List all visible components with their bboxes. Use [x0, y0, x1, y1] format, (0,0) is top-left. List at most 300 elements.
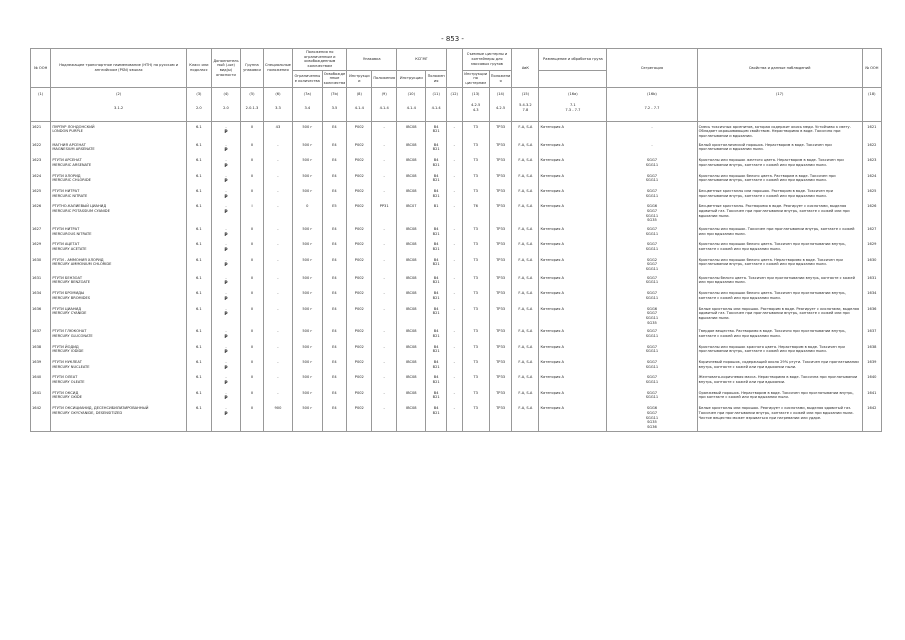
marine-pollutant-mark: P [224, 179, 228, 185]
column-reference-line: 5.4.3.2 [519, 103, 532, 108]
column-12-cell: - [446, 121, 462, 140]
marine-pollutant-mark: P [224, 334, 228, 340]
un-number-right: 1622 [862, 140, 881, 155]
tank-provision-cell: TP33 [489, 201, 512, 224]
packing-group-cell: II [241, 342, 264, 357]
excepted-quantity-cell: E4 [322, 342, 347, 357]
ibc-provision-line: B21 [432, 333, 440, 338]
tank-provision-cell: TP33 [489, 140, 512, 155]
ibc-provision-line: B21 [432, 295, 440, 300]
column-12-cell: - [446, 288, 462, 303]
name-russian: РТУТИ ЙОДИД [52, 344, 79, 349]
column-reference [697, 100, 862, 121]
ibc-instruction-cell: IBC08 [397, 288, 426, 303]
column-reference [293, 100, 322, 121]
packing-group-cell: II [241, 288, 264, 303]
segregation-code: SGG7 [646, 390, 658, 395]
limited-quantity-cell: 500 г [293, 121, 322, 140]
ibc-instruction-cell: IBC08 [397, 342, 426, 357]
header-excepted-qty: Освобожденные количества [322, 70, 347, 87]
subsidiary-hazard-value: - [225, 142, 227, 147]
ems-cell: F-A, S-A [512, 273, 539, 288]
column-number: (16b) [607, 87, 697, 100]
ems-cell: F-A, S-A [512, 304, 539, 327]
proper-shipping-name [51, 372, 187, 387]
ibc-provision-line: B4 [433, 275, 439, 280]
subsidiary-hazard-value: - [225, 360, 227, 365]
marine-pollutant-mark: P [224, 296, 228, 302]
segregation-code: SGG7 [646, 242, 658, 247]
tank-provision-cell: TP33 [489, 255, 512, 273]
tank-instruction-cell: T3 [462, 304, 489, 327]
column-reference [211, 100, 240, 121]
tank-instruction-cell: T3 [462, 342, 489, 357]
column-reference-line: 2.0.1.3 [245, 105, 259, 110]
name-russian: ПУРПУР ЛОНДОНСКИЙ [52, 124, 95, 129]
header-limited-qty: Ограниченные количества [293, 70, 322, 87]
column-12-cell: - [446, 155, 462, 170]
un-number: 1627 [31, 224, 51, 239]
packing-provision-cell: - [372, 388, 397, 403]
column-reference [186, 100, 211, 121]
special-provisions-cell: - [263, 155, 292, 170]
ems-cell: F-A, S-A [512, 171, 539, 186]
segregation-code: SGG11 [645, 380, 659, 385]
table-row [31, 342, 882, 357]
segregation-code: SGG7 [646, 375, 658, 380]
limited-quantity-cell: 500 г [293, 342, 322, 357]
special-provisions-cell: - [263, 224, 292, 239]
ibc-provision-line: B21 [432, 410, 440, 415]
table-row [31, 388, 882, 403]
column-number: (12) [446, 87, 462, 100]
header-packing-instructions: Инструкции [347, 70, 372, 87]
packing-provision-cell: - [372, 239, 397, 254]
properties-cell: Белый кристаллический порошок. Нерастворим в воде. Токсичен при проглатывании и вдыхании пыли. [697, 140, 862, 155]
tank-provision-cell: TP33 [489, 304, 512, 327]
ibc-provision-line: B4 [433, 226, 439, 231]
un-number: 1638 [31, 342, 51, 357]
column-number: (1) [31, 87, 51, 100]
un-number-right: 1638 [862, 342, 881, 357]
class-cell: 6.1 [186, 224, 211, 239]
column-12-cell: - [446, 342, 462, 357]
packing-instruction-cell: P002 [347, 326, 372, 341]
packing-group-cell: II [241, 239, 264, 254]
column-12-cell: - [446, 186, 462, 201]
packing-group-cell: I [241, 201, 264, 224]
un-number: 1621 [31, 121, 51, 140]
class-cell: 6.1 [186, 388, 211, 403]
ibc-provision-cell [426, 304, 446, 327]
column-reference-line: 3.5 [331, 105, 338, 110]
ibc-instruction-cell: IBC08 [397, 255, 426, 273]
segregation-cell [607, 255, 697, 273]
column-number: (17) [697, 87, 862, 100]
ibc-provision-line: B21 [432, 380, 440, 385]
column-references-row [31, 100, 882, 121]
column-reference-line: 7.2 - 7.7 [644, 105, 660, 110]
ibc-provision-line: B21 [432, 178, 440, 183]
marine-pollutant-mark: P [224, 194, 228, 200]
header-ems: АвК [512, 49, 539, 88]
un-number-right: 1631 [862, 273, 881, 288]
excepted-quantity-cell: E4 [322, 186, 347, 201]
column-reference-line: 3.1.2 [114, 105, 124, 110]
column-number: (13) [462, 87, 489, 100]
segregation-code: SG36 [647, 424, 657, 429]
column-reference [512, 100, 539, 121]
name-english: LONDON PURPLE [52, 129, 83, 134]
marine-pollutant-mark: P [224, 411, 228, 417]
packing-group-cell: II [241, 140, 264, 155]
subsidiary-hazard-cell [211, 403, 240, 431]
un-number-right: 1636 [862, 304, 881, 327]
column-12-cell: - [446, 326, 462, 341]
name-english: MERCURY AMMONIUM CHLORIDE [52, 262, 112, 267]
special-provisions-cell: - [263, 288, 292, 303]
column-reference [347, 100, 372, 121]
ibc-instruction-cell: IBC08 [397, 239, 426, 254]
ibc-provision-line: B21 [432, 311, 440, 316]
properties-cell: Кристаллы белого цвета. Токсичен при проглатывании внутрь, контакте с кожей или при вдыхании пыли. [697, 273, 862, 288]
ibc-instruction-cell: IBC08 [397, 186, 426, 201]
un-number-right: 1641 [862, 388, 881, 403]
stowage-cell: Категория A [539, 201, 607, 224]
table-body [31, 121, 882, 431]
tank-provision-cell: TP33 [489, 388, 512, 403]
header-subsidiary-hazard: Дополнительный (-ые) вид(ы) опасности [211, 49, 240, 88]
ibc-provision-line: B4 [433, 291, 439, 296]
table-row [31, 273, 882, 288]
column-reference-line: 4.1.4 [354, 105, 364, 110]
packing-instruction-cell: P002 [347, 273, 372, 288]
un-number-right: 1621 [862, 121, 881, 140]
packing-instruction-cell: P002 [347, 201, 372, 224]
un-number: 1636 [31, 304, 51, 327]
segregation-code: SGG11 [645, 364, 659, 369]
packing-instruction-cell: P002 [347, 255, 372, 273]
table-row [31, 326, 882, 341]
ems-cell: F-A, S-A [512, 224, 539, 239]
tank-provision-cell: TP33 [489, 186, 512, 201]
packing-provision-cell: PP31 [372, 201, 397, 224]
name-english: MERCURY BROMIDES [52, 295, 91, 300]
name-english: MERCURY NUCLEATE [52, 364, 90, 369]
segregation-code: SGG6 [646, 306, 658, 311]
packing-provision-cell: - [372, 326, 397, 341]
proper-shipping-name [51, 140, 187, 155]
stowage-cell: Категория A [539, 224, 607, 239]
name-english: MERCURY OLEATE [52, 380, 85, 385]
tank-provision-cell: TP33 [489, 342, 512, 357]
name-russian: МАГНИЯ АРСЕНАТ [52, 142, 86, 147]
ibc-provision-cell [426, 224, 446, 239]
column-reference [462, 100, 489, 121]
segregation-cell [607, 171, 697, 186]
column-reference [322, 100, 347, 121]
header-class: Класс или подкласс [186, 49, 211, 88]
segregation-cell [607, 403, 697, 431]
header-tank-provisions: Положения [489, 70, 512, 87]
un-number-right: 1630 [862, 255, 881, 273]
column-reference [607, 100, 697, 121]
subsidiary-hazard-cell [211, 186, 240, 201]
excepted-quantity-cell: E4 [322, 121, 347, 140]
column-number: (18) [862, 87, 881, 100]
subsidiary-hazard-cell [211, 224, 240, 239]
packing-instruction-cell: P002 [347, 304, 372, 327]
name-english: MERCURY BENZOATE [52, 280, 91, 285]
packing-provision-cell: - [372, 186, 397, 201]
properties-cell: Кристаллы или порошок. Токсичен при проглатывании внутрь, контакте с кожей или при вдыхании пыли. [697, 224, 862, 239]
ems-cell: F-A, S-A [512, 388, 539, 403]
ibc-provision-cell [426, 171, 446, 186]
segregation-code: SGG7 [646, 188, 658, 193]
ibc-provision-line: B21 [432, 247, 440, 252]
un-number: 1630 [31, 255, 51, 273]
ibc-provision-cell [426, 255, 446, 273]
packing-provision-cell: - [372, 121, 397, 140]
stowage-cell: Категория A [539, 121, 607, 140]
ibc-provision-line: B4 [433, 375, 439, 380]
tank-instruction-cell: T3 [462, 255, 489, 273]
stowage-cell: Категория A [539, 403, 607, 431]
packing-instruction-cell: P002 [347, 239, 372, 254]
excepted-quantity-cell: E4 [322, 372, 347, 387]
tank-instruction-cell: T3 [462, 155, 489, 170]
ibc-provision-cell [426, 140, 446, 155]
un-number-right: 1637 [862, 326, 881, 341]
packing-provision-cell: - [372, 288, 397, 303]
packing-group-cell: II [241, 403, 264, 431]
segregation-code: SG35 [647, 320, 657, 325]
properties-cell: Белые кристаллы или порошок. Растворим в воде. Реагирует с кислотами, выделяя ядовитый газ. Токсичен при проглатывании внутрь, контакте с кожей или при вдыхании пыли. [697, 304, 862, 327]
ems-cell: F-A, S-A [512, 186, 539, 201]
proper-shipping-name [51, 273, 187, 288]
subsidiary-hazard-value: - [225, 124, 227, 129]
column-number: (8) [347, 87, 372, 100]
un-number: 1640 [31, 372, 51, 387]
header-limited-quantities: Положения по ограниченным и освобожденным количествам [293, 49, 347, 71]
column-number: (16a) [539, 87, 607, 100]
tank-instruction-cell: T3 [462, 121, 489, 140]
name-english: MERCURY GLUCONATE [52, 333, 93, 338]
column-12-cell: - [446, 304, 462, 327]
name-english: MERCURIC NITRATE [52, 193, 88, 198]
marine-pollutant-mark: P [224, 365, 228, 371]
packing-group-cell: II [241, 357, 264, 372]
column-12-cell: - [446, 273, 462, 288]
ibc-provision-cell [426, 342, 446, 357]
properties-cell: Кристаллы или порошок белого цвета. Токсичен при проглатывании внутрь, контакте с кожей или при вдыхании пыли. [697, 239, 862, 254]
segregation-cell [607, 388, 697, 403]
excepted-quantity-cell: E4 [322, 326, 347, 341]
proper-shipping-name [51, 171, 187, 186]
ibc-instruction-cell: IBC07 [397, 201, 426, 224]
ibc-provision-line: B21 [432, 262, 440, 267]
un-number-right: 1627 [862, 224, 881, 239]
proper-shipping-name [51, 201, 187, 224]
name-russian: РТУТИ НУКЛЕАТ [52, 360, 82, 365]
table-row [31, 171, 882, 186]
name-russian: РТУТИ ЦИАНИД [52, 306, 82, 311]
column-number: (3) [186, 87, 211, 100]
name-english: MAGNESIUM ARSENATE [52, 147, 95, 152]
name-english: MERCUROUS NITRATE [52, 231, 92, 236]
ibc-provision-line: B21 [432, 193, 440, 198]
segregation-code: SGG7 [646, 360, 658, 365]
ibc-provision-cell [426, 388, 446, 403]
proper-shipping-name [51, 304, 187, 327]
subsidiary-hazard-value: - [225, 329, 227, 334]
packing-group-cell: II [241, 186, 264, 201]
subsidiary-hazard-value: - [225, 390, 227, 395]
subsidiary-hazard-cell [211, 171, 240, 186]
marine-pollutant-mark: P [224, 381, 228, 387]
un-number: 1631 [31, 273, 51, 288]
segregation-code: SGG7 [646, 311, 658, 316]
excepted-quantity-cell: E4 [322, 388, 347, 403]
column-reference-line: 4.2.5 [495, 105, 506, 110]
column-12-cell: - [446, 255, 462, 273]
subsidiary-hazard-value: - [225, 226, 227, 231]
table-row [31, 186, 882, 201]
header-un: № ООН [31, 49, 51, 88]
un-number-right: 1639 [862, 357, 881, 372]
ibc-instruction-cell: IBC08 [397, 155, 426, 170]
segregation-cell [607, 239, 697, 254]
page-number: - 853 - [441, 35, 464, 43]
class-cell: 6.1 [186, 372, 211, 387]
stowage-cell: Категория A [539, 342, 607, 357]
un-number: 1629 [31, 239, 51, 254]
header-special-provisions: Специальные положения [263, 49, 292, 88]
header-blank [446, 49, 462, 88]
stowage-cell: Категория A [539, 372, 607, 387]
class-cell: 6.1 [186, 121, 211, 140]
ibc-provision-line: B4 [433, 344, 439, 349]
column-reference [489, 100, 512, 121]
subsidiary-hazard-value: - [225, 344, 227, 349]
packing-instruction-cell: P002 [347, 372, 372, 387]
properties-cell: Кристаллы или порошок красного цвета. Нерастворим в воде. Токсичен при проглатывании внутрь, контакте с кожей или при вдыхании пыли. [697, 342, 862, 357]
class-cell: 6.1 [186, 304, 211, 327]
marine-pollutant-mark: P [224, 263, 228, 269]
un-number-right: 1623 [862, 155, 881, 170]
column-reference [31, 100, 51, 121]
ibc-instruction-cell: IBC08 [397, 388, 426, 403]
limited-quantity-cell: 500 г [293, 388, 322, 403]
stowage-cell: Категория A [539, 288, 607, 303]
segregation-cell [607, 140, 697, 155]
column-reference-line: 2.0 [223, 105, 229, 110]
subsidiary-hazard-cell [211, 288, 240, 303]
marine-pollutant-mark: P [224, 350, 228, 356]
segregation-code: SGG7 [646, 291, 658, 296]
packing-instruction-cell: P002 [347, 288, 372, 303]
segregation-code: SGG7 [646, 226, 658, 231]
header-packing-provisions: Положения [372, 70, 397, 87]
column-number: (6) [263, 87, 292, 100]
limited-quantity-cell: 0 [293, 201, 322, 224]
marine-pollutant-mark: P [224, 163, 228, 169]
un-number: 1642 [31, 403, 51, 431]
ibc-instruction-cell: IBC08 [397, 403, 426, 431]
table-row [31, 201, 882, 224]
class-cell: 6.1 [186, 155, 211, 170]
name-russian: РТУТИ ХЛОРИД [52, 173, 81, 178]
special-provisions-cell: - [263, 140, 292, 155]
packing-instruction-cell: P002 [347, 155, 372, 170]
ibc-provision-cell [426, 186, 446, 201]
ibc-provision-line: B4 [433, 406, 439, 411]
column-reference-line: 4.1.4 [379, 105, 389, 110]
header-un-right: № ООН [862, 49, 881, 88]
proper-shipping-name [51, 388, 187, 403]
excepted-quantity-cell: E4 [322, 304, 347, 327]
un-number-right: 1626 [862, 201, 881, 224]
column-reference-line: 2.0 [196, 105, 202, 110]
segregation-code: SGG11 [645, 247, 659, 252]
column-reference-line: 4.1.4 [406, 105, 416, 110]
limited-quantity-cell: 500 г [293, 357, 322, 372]
table-row [31, 304, 882, 327]
table-row [31, 288, 882, 303]
properties-cell: Желтовато-коричневая масса. Нерастворима в воде. Токсична при проглатывании внутрь, контакте с кожей или при вдыхании. [697, 372, 862, 387]
excepted-quantity-cell: E4 [322, 357, 347, 372]
column-reference-line: 7.1 [570, 103, 576, 108]
ibc-instruction-cell: IBC08 [397, 273, 426, 288]
un-number-right: 1624 [862, 171, 881, 186]
tank-provision-cell: TP33 [489, 326, 512, 341]
segregation-cell [607, 304, 697, 327]
proper-shipping-name [51, 255, 187, 273]
ibc-provision-line: B4 [433, 124, 439, 129]
column-number: (14) [489, 87, 512, 100]
un-number: 1624 [31, 171, 51, 186]
packing-group-cell: II [241, 273, 264, 288]
name-russian: РТУТИ ОЛЕАТ [52, 375, 78, 380]
limited-quantity-cell: 500 г [293, 155, 322, 170]
segregation-cell [607, 326, 697, 341]
tank-provision-cell: TP33 [489, 357, 512, 372]
class-cell: 6.1 [186, 288, 211, 303]
marine-pollutant-mark: P [224, 396, 228, 402]
header-stowage: Размещение и обработка груза [539, 49, 607, 71]
segregation-code: SGG7 [646, 158, 658, 163]
segregation-code: SGG11 [645, 231, 659, 236]
tank-provision-cell: TP33 [489, 288, 512, 303]
segregation-code: SGG11 [645, 193, 659, 198]
ibc-provision-line: B21 [432, 349, 440, 354]
properties-cell: Смесь токсичных арсенитов, которая содержит окись меди. Устойчиво к свету. Обладает окрашивающим свойством. Нерастворимо в воде. Токсично при проглатывании и вдыхании. [697, 121, 862, 140]
column-reference [51, 100, 187, 121]
properties-cell: Кристаллы или порошок белого цвета. Нерастворимо в воде. Токсичен при проглатывании внутрь, контакте с кожей или при вдыхании пыли. [697, 255, 862, 273]
ibc-instruction-cell: IBC08 [397, 140, 426, 155]
column-12-cell: - [446, 372, 462, 387]
packing-provision-cell: - [372, 304, 397, 327]
subsidiary-hazard-cell [211, 326, 240, 341]
limited-quantity-cell: 500 г [293, 186, 322, 201]
ibc-provision-cell [426, 201, 446, 224]
properties-cell: Бесцветные кристаллы. Растворимо в воде. Реагирует с кислотами, выделяя ядовитый газ. Токсичен при проглатывании внутрь, контакте с кожей или при вдыхании пыли. [697, 201, 862, 224]
proper-shipping-name [51, 357, 187, 372]
stowage-cell: Категория A [539, 186, 607, 201]
table-row [31, 140, 882, 155]
table-row [31, 255, 882, 273]
table-row [31, 372, 882, 387]
